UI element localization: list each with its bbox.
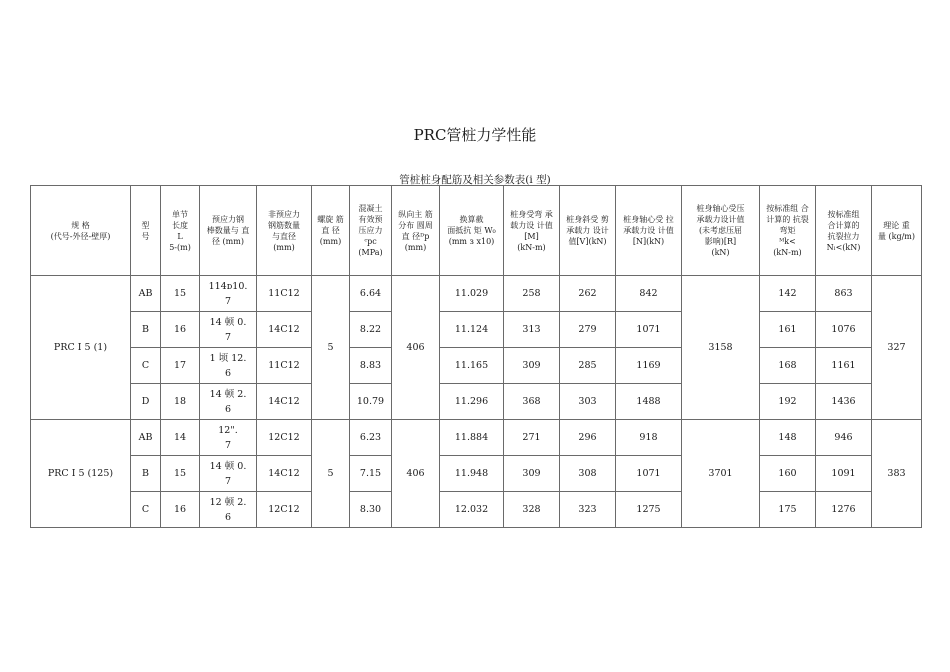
- tension-cell: 918: [616, 420, 682, 456]
- bending-cell: 313: [504, 312, 560, 348]
- crack-tension-cell: 1276: [816, 492, 872, 528]
- spiral-cell: 5: [312, 420, 350, 528]
- non-prestressed-cell: 11C12: [257, 276, 312, 312]
- non-prestressed-cell: 14C12: [257, 456, 312, 492]
- shear-cell: 285: [560, 348, 616, 384]
- shear-cell: 262: [560, 276, 616, 312]
- header-spiral-diameter: 螺旋 筋 直 径 (mm): [312, 186, 350, 276]
- tension-cell: 1071: [616, 456, 682, 492]
- compression-cell: 3158: [682, 276, 760, 420]
- header-crack-tension: 按标准组 合计算的 抗裂拉力 Nₗ<(kN): [816, 186, 872, 276]
- prestress-cell: 7.15: [350, 456, 392, 492]
- page-title: PRC管桩力学性能: [413, 126, 537, 144]
- prestressed-cell: 12". 7: [200, 420, 257, 456]
- header-tension-capacity: 桩身轴心受 拉 承载力设 计值 [N](kN): [616, 186, 682, 276]
- header-crack-moment: 按标准组 合 计算的 抗裂 弯矩 ᴹk< (kN-m): [760, 186, 816, 276]
- crack-moment-cell: 161: [760, 312, 816, 348]
- table-row: [31, 384, 922, 420]
- type-cell: AB: [131, 420, 161, 456]
- type-cell: B: [131, 456, 161, 492]
- header-spec: 规 格 (代号-外径-壁厚): [31, 186, 131, 276]
- table-row: [31, 456, 922, 492]
- bending-cell: 258: [504, 276, 560, 312]
- shear-cell: 323: [560, 492, 616, 528]
- weight-cell: 383: [872, 420, 922, 528]
- type-cell: D: [131, 384, 161, 420]
- table-caption: 管桩桩身配筋及相关参数表(i 型): [399, 174, 551, 186]
- header-row: [31, 186, 922, 276]
- bending-cell: 309: [504, 348, 560, 384]
- tension-cell: 1071: [616, 312, 682, 348]
- shear-cell: 296: [560, 420, 616, 456]
- length-cell: 16: [161, 492, 200, 528]
- prestress-cell: 8.83: [350, 348, 392, 384]
- type-cell: B: [131, 312, 161, 348]
- header-section-modulus: 换算截 面抵抗 矩 W₀ (mm з x10): [440, 186, 504, 276]
- spec-cell: PRC Ⅰ 5 (1): [31, 276, 131, 420]
- crack-tension-cell: 946: [816, 420, 872, 456]
- section-modulus-cell: 11.948: [440, 456, 504, 492]
- tension-cell: 842: [616, 276, 682, 312]
- bending-cell: 368: [504, 384, 560, 420]
- header-length: 单节 长度 L 5-(m): [161, 186, 200, 276]
- table-row: [31, 348, 922, 384]
- section-modulus-cell: 11.029: [440, 276, 504, 312]
- non-prestressed-cell: 14C12: [257, 312, 312, 348]
- bending-cell: 328: [504, 492, 560, 528]
- header-compression-capacity: 桩身轴心受压 承载力设计值 (未考虑压屈 影响)[R] (kN): [682, 186, 760, 276]
- prestressed-cell: 114ᴅ10. 7: [200, 276, 257, 312]
- header-bending-capacity: 桩身受弯 承 载力设 计值 [M] (kN-m): [504, 186, 560, 276]
- tension-cell: 1275: [616, 492, 682, 528]
- prestressed-cell: 14 顿 0. 7: [200, 456, 257, 492]
- prestressed-cell: 14 顿 2. 6: [200, 384, 257, 420]
- crack-tension-cell: 1436: [816, 384, 872, 420]
- table-row: [31, 312, 922, 348]
- type-cell: AB: [131, 276, 161, 312]
- table-row: [31, 420, 922, 456]
- length-cell: 16: [161, 312, 200, 348]
- non-prestressed-cell: 14C12: [257, 384, 312, 420]
- shear-cell: 279: [560, 312, 616, 348]
- table-row: [31, 276, 922, 312]
- compression-cell: 3701: [682, 420, 760, 528]
- crack-moment-cell: 175: [760, 492, 816, 528]
- bending-cell: 271: [504, 420, 560, 456]
- header-prestress: 混凝土 有效预 压应力 ᶜpc (MPa): [350, 186, 392, 276]
- crack-moment-cell: 160: [760, 456, 816, 492]
- length-cell: 14: [161, 420, 200, 456]
- non-prestressed-cell: 12C12: [257, 492, 312, 528]
- section-modulus-cell: 12.032: [440, 492, 504, 528]
- bending-cell: 309: [504, 456, 560, 492]
- pile-parameter-table: [30, 185, 922, 528]
- non-prestressed-cell: 12C12: [257, 420, 312, 456]
- header-non-prestressed-bars: 非预应力 钢筋数量 与直径 (mm): [257, 186, 312, 276]
- prestress-cell: 6.64: [350, 276, 392, 312]
- crack-moment-cell: 148: [760, 420, 816, 456]
- section-modulus-cell: 11.296: [440, 384, 504, 420]
- section-modulus-cell: 11.165: [440, 348, 504, 384]
- header-prestressed-bars: 预应力钢 棒数量与 直 径 (mm): [200, 186, 257, 276]
- prestressed-cell: 1 顷 12. 6: [200, 348, 257, 384]
- shear-cell: 303: [560, 384, 616, 420]
- table-row: [31, 492, 922, 528]
- section-modulus-cell: 11.884: [440, 420, 504, 456]
- prestressed-cell: 12 顿 2. 6: [200, 492, 257, 528]
- header-bar-circle-diameter: 纵向主 筋 分布 圆周 直 径ᴰp (mm): [392, 186, 440, 276]
- header-type: 型 号: [131, 186, 161, 276]
- tension-cell: 1488: [616, 384, 682, 420]
- bar-circle-cell: 406: [392, 420, 440, 528]
- crack-moment-cell: 168: [760, 348, 816, 384]
- crack-moment-cell: 142: [760, 276, 816, 312]
- section-modulus-cell: 11.124: [440, 312, 504, 348]
- header-shear-capacity: 桩身斜受 剪 承载力 设计 值[V](kN): [560, 186, 616, 276]
- prestress-cell: 8.22: [350, 312, 392, 348]
- crack-moment-cell: 192: [760, 384, 816, 420]
- spiral-cell: 5: [312, 276, 350, 420]
- header-weight: 理论 重 量 (kg/m): [872, 186, 922, 276]
- length-cell: 15: [161, 276, 200, 312]
- prestressed-cell: 14 顿 0. 7: [200, 312, 257, 348]
- prestress-cell: 6.23: [350, 420, 392, 456]
- length-cell: 18: [161, 384, 200, 420]
- weight-cell: 327: [872, 276, 922, 420]
- type-cell: C: [131, 492, 161, 528]
- prestress-cell: 8.30: [350, 492, 392, 528]
- crack-tension-cell: 1076: [816, 312, 872, 348]
- spec-cell: PRC Ⅰ 5 (125): [31, 420, 131, 528]
- crack-tension-cell: 863: [816, 276, 872, 312]
- shear-cell: 308: [560, 456, 616, 492]
- crack-tension-cell: 1161: [816, 348, 872, 384]
- non-prestressed-cell: 11C12: [257, 348, 312, 384]
- crack-tension-cell: 1091: [816, 456, 872, 492]
- tension-cell: 1169: [616, 348, 682, 384]
- length-cell: 17: [161, 348, 200, 384]
- prestress-cell: 10.79: [350, 384, 392, 420]
- bar-circle-cell: 406: [392, 276, 440, 420]
- type-cell: C: [131, 348, 161, 384]
- length-cell: 15: [161, 456, 200, 492]
